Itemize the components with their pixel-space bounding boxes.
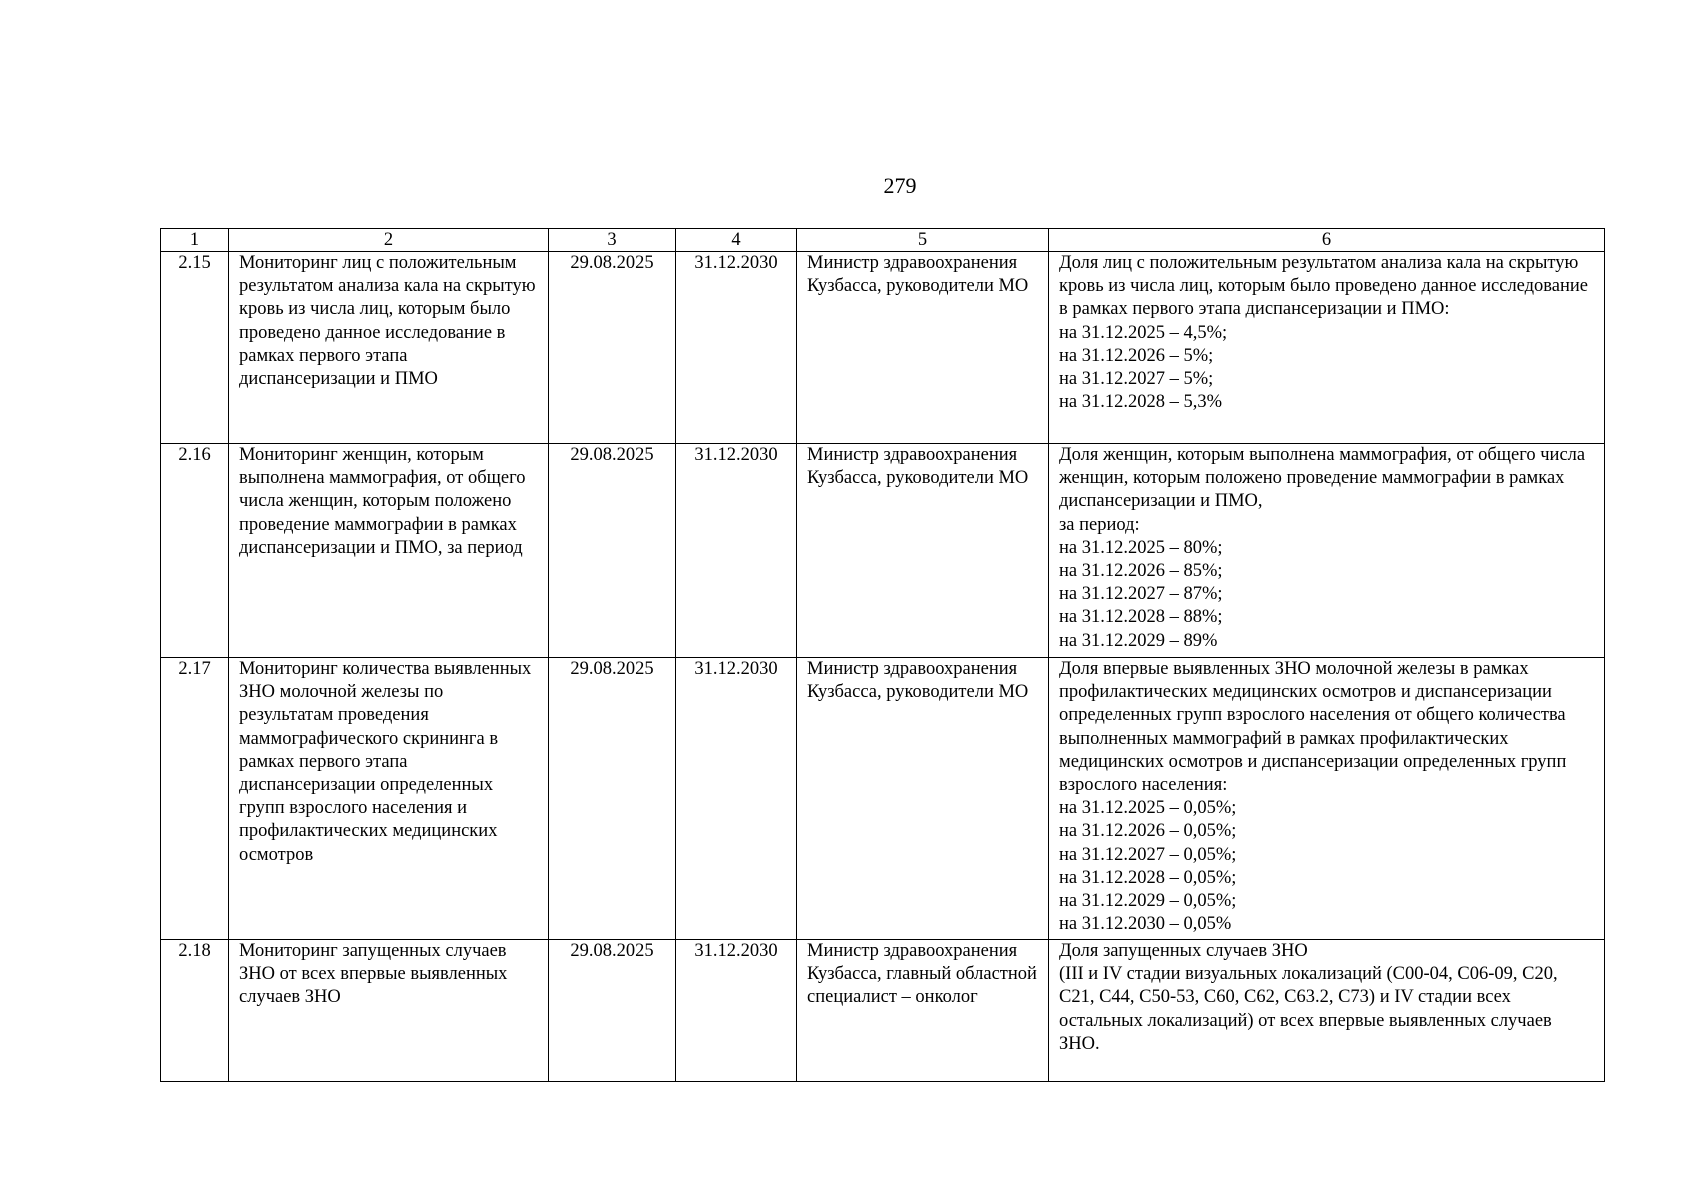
indicator-line: на 31.12.2029 – 89% <box>1059 630 1218 651</box>
indicator-line: на 31.12.2025 – 0,05%; <box>1059 798 1237 819</box>
header-cell: 4 <box>676 229 797 252</box>
responsible-cell: Министр здравоохранения Кузбасса, главный областной специалист – онколог <box>797 940 1049 1082</box>
end-date-cell: 31.12.2030 <box>676 940 797 1082</box>
indicator-line: на 31.12.2027 – 0,05%; <box>1059 844 1237 865</box>
header-cell: 1 <box>161 229 229 252</box>
header-cell: 2 <box>229 229 549 252</box>
start-date-cell: 29.08.2025 <box>549 444 676 658</box>
row-number: 2.18 <box>161 940 229 1082</box>
indicator-line: Доля запущенных случаев ЗНО <box>1059 941 1308 961</box>
end-date-cell: 31.12.2030 <box>676 658 797 940</box>
header-cell: 3 <box>549 229 676 252</box>
indicator-line: на 31.12.2030 – 0,05% <box>1059 914 1232 935</box>
indicator-line: на 31.12.2027 – 87%; <box>1059 584 1223 605</box>
indicator-line: на 31.12.2026 – 5%; <box>1059 345 1214 366</box>
page-number: 279 <box>883 173 917 198</box>
end-date-cell: 31.12.2030 <box>676 444 797 658</box>
responsible-cell: Министр здравоохранения Кузбасса, руководители МО <box>797 252 1049 444</box>
row-number: 2.16 <box>161 444 229 658</box>
indicator-line: за период: <box>1059 514 1140 535</box>
indicator-line: на 31.12.2028 – 88%; <box>1059 607 1223 628</box>
indicator-line: на 31.12.2025 – 4,5%; <box>1059 322 1228 343</box>
indicator-line: Доля лиц с положительным результатом анализа кала на скрытую кровь из числа лиц, которым было проведено данное исследование в рамках первого этапа диспансеризации и ПМО: <box>1059 253 1589 320</box>
table-row <box>161 252 1605 444</box>
table-row <box>161 658 1605 940</box>
indicator-line: на 31.12.2027 – 5%; <box>1059 369 1214 390</box>
indicator-line: на 31.12.2026 – 0,05%; <box>1059 821 1237 842</box>
activity-cell: Мониторинг женщин, которым выполнена маммография, от общего числа женщин, которым положено проведение маммографии в рамках диспансеризации и ПМО, за период <box>229 444 549 658</box>
indicator-cell <box>1049 658 1605 940</box>
indicator-cell <box>1049 444 1605 658</box>
indicator-line: Доля женщин, которым выполнена маммография, от общего числа женщин, которым положено проведение маммографии в рамках диспансеризации и ПМО, <box>1059 445 1586 512</box>
indicator-line: (III и IV стадии визуальных локализаций (С00-04, С06-09, С20, С21, С44, С50-53, С60, С62, С63.2, С73) и IV стадии всех остальных локализаций) от всех впервые выявленных случаев ЗНО. <box>1059 964 1558 1054</box>
responsible-cell: Министр здравоохранения Кузбасса, руководители МО <box>797 658 1049 940</box>
table-row <box>161 940 1605 1082</box>
start-date-cell: 29.08.2025 <box>549 658 676 940</box>
start-date-cell: 29.08.2025 <box>549 252 676 444</box>
indicator-line: на 31.12.2028 – 5,3% <box>1059 392 1223 413</box>
indicator-cell <box>1049 940 1605 1082</box>
indicator-line: Доля впервые выявленных ЗНО молочной железы в рамках профилактических медицинских осмотров и диспансеризации определенных групп взрослого населения от общего количества выполненных маммографий в рамках профилактических медицинских осмотров и диспансеризации определенных групп взрослого населения: <box>1059 659 1567 796</box>
measures-table <box>160 228 1605 1082</box>
indicator-line: на 31.12.2029 – 0,05%; <box>1059 891 1237 912</box>
responsible-cell: Министр здравоохранения Кузбасса, руководители МО <box>797 444 1049 658</box>
activity-cell: Мониторинг лиц с положительным результатом анализа кала на скрытую кровь из числа лиц, которым было проведено данное исследование в рамках первого этапа диспансеризации и ПМО <box>229 252 549 444</box>
row-number: 2.17 <box>161 658 229 940</box>
indicator-line: на 31.12.2028 – 0,05%; <box>1059 867 1237 888</box>
indicator-line: на 31.12.2025 – 80%; <box>1059 537 1223 558</box>
activity-cell: Мониторинг запущенных случаев ЗНО от всех впервые выявленных случаев ЗНО <box>229 940 549 1082</box>
end-date-cell: 31.12.2030 <box>676 252 797 444</box>
indicator-line: на 31.12.2026 – 85%; <box>1059 561 1223 582</box>
indicator-cell <box>1049 252 1605 444</box>
table-row <box>161 444 1605 658</box>
table-header-row <box>161 229 1605 252</box>
start-date-cell: 29.08.2025 <box>549 940 676 1082</box>
header-cell: 5 <box>797 229 1049 252</box>
activity-cell: Мониторинг количества выявленных ЗНО молочной железы по результатам проведения маммографического скрининга в рамках первого этапа диспансеризации определенных групп взрослого населения и профилактических медицинских осмотров <box>229 658 549 940</box>
row-number: 2.15 <box>161 252 229 444</box>
header-cell: 6 <box>1049 229 1605 252</box>
